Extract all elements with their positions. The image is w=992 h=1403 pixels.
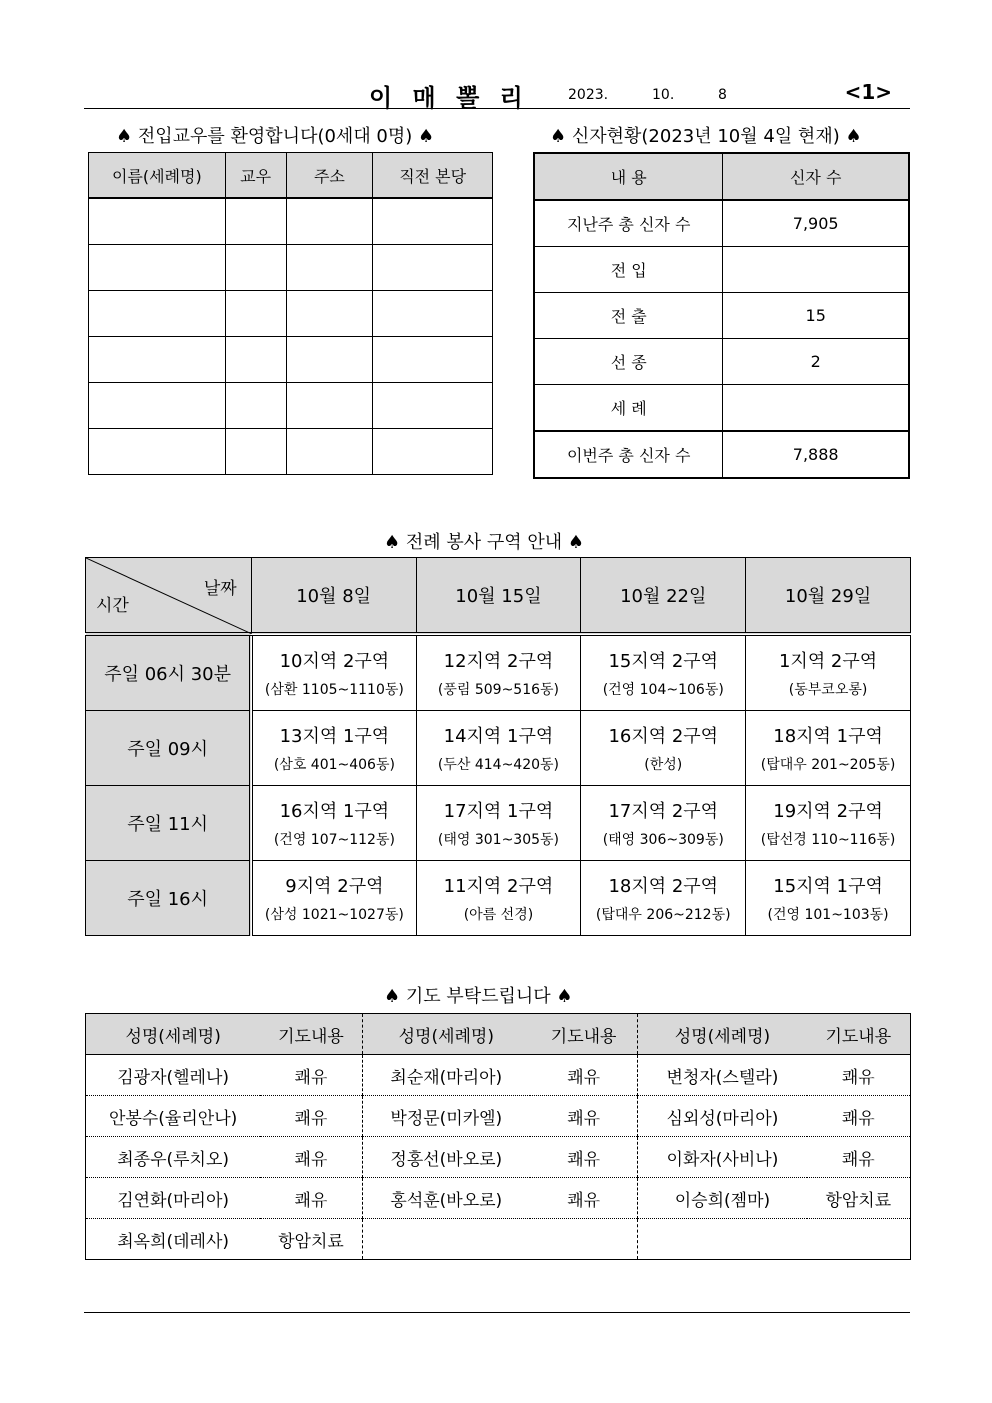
- table-cell: [89, 245, 226, 291]
- building-label: (건영 101~103동): [767, 907, 889, 923]
- transfer-table: [88, 152, 493, 475]
- table-row: [89, 245, 493, 291]
- table-cell: [89, 198, 226, 245]
- prayer-table: [85, 1013, 911, 1260]
- prayer-cell: 쾌유: [807, 1096, 911, 1137]
- assignment-cell: [416, 786, 581, 861]
- date-header: 10월 15일: [416, 558, 581, 635]
- district-label: 16지역 2구역: [608, 726, 719, 747]
- status-label: 선 종: [534, 339, 723, 385]
- corner-date-label: 날짜: [203, 579, 237, 599]
- assignment-cell: [251, 861, 416, 936]
- prayer-cell: 쾌유: [260, 1096, 362, 1137]
- prayer-title: ♠ 기도 부탁드립니다 ♠: [384, 986, 573, 1007]
- prayer-cell: [807, 1219, 911, 1260]
- district-label: 16지역 1구역: [279, 801, 390, 822]
- status-value: [723, 385, 909, 432]
- status-label: 지난주 총 신자 수: [534, 200, 723, 247]
- table-cell: [286, 291, 373, 337]
- column-header: 주소: [286, 153, 373, 199]
- table-cell: [373, 337, 493, 383]
- table-row: [86, 1137, 911, 1178]
- status-label: 세 례: [534, 385, 723, 432]
- status-value: [723, 247, 909, 293]
- column-header: 교우: [225, 153, 286, 199]
- building-label: (동부코오롱): [788, 682, 868, 698]
- prayer-cell: 쾌유: [530, 1096, 638, 1137]
- table-cell: [89, 429, 226, 475]
- table-cell: [286, 198, 373, 245]
- district-label: 14지역 1구역: [443, 726, 554, 747]
- footer-rule: [84, 1312, 910, 1313]
- name-cell: 정홍선(바오로): [362, 1137, 530, 1178]
- table-row: [86, 1096, 911, 1137]
- prayer-cell: 항암치료: [260, 1219, 362, 1260]
- time-cell: 주일 16시: [86, 861, 252, 936]
- table-cell: [286, 429, 373, 475]
- column-header: 기도내용: [260, 1014, 362, 1055]
- table-cell: [373, 429, 493, 475]
- building-label: (두산 414~420동): [437, 757, 560, 773]
- table-cell: [373, 245, 493, 291]
- building-label: (태영 301~305동): [437, 832, 560, 848]
- building-label: (삼성 1021~1027동): [264, 907, 404, 923]
- column-header: 내 용: [534, 153, 723, 200]
- table-row: [534, 339, 909, 385]
- assignment-cell: [251, 711, 416, 786]
- column-header: 성명(세례명): [362, 1014, 530, 1055]
- date-year: 2023.: [568, 87, 609, 103]
- table-cell: [89, 291, 226, 337]
- status-table: [533, 152, 910, 479]
- date-day: 8: [718, 87, 727, 103]
- assignment-cell: [581, 786, 746, 861]
- assignment-cell: [746, 634, 911, 711]
- name-cell: 홍석훈(바오로): [362, 1178, 530, 1219]
- status-value: 2: [723, 339, 909, 385]
- bulletin-title: 이 매 뽈 리: [369, 84, 529, 112]
- prayer-cell: 쾌유: [807, 1137, 911, 1178]
- name-cell: 김연화(마리아): [86, 1178, 261, 1219]
- table-cell: [89, 383, 226, 429]
- assignment-cell: [746, 786, 911, 861]
- table-cell: [373, 383, 493, 429]
- liturgy-title: ♠ 전례 봉사 구역 안내 ♠: [384, 532, 584, 553]
- name-cell: 최종우(루치오): [86, 1137, 261, 1178]
- district-label: 11지역 2구역: [443, 876, 554, 897]
- status-label: 전 입: [534, 247, 723, 293]
- name-cell: 심외성(마리아): [638, 1096, 807, 1137]
- table-cell: [225, 337, 286, 383]
- corner-diagonal: [86, 558, 251, 632]
- name-cell: 이화자(사비나): [638, 1137, 807, 1178]
- table-row: [89, 198, 493, 245]
- district-label: 18지역 2구역: [608, 876, 719, 897]
- table-row: [534, 293, 909, 339]
- status-value: 15: [723, 293, 909, 339]
- building-label: (태영 306~309동): [602, 832, 724, 848]
- name-cell: [638, 1219, 807, 1260]
- prayer-cell: 쾌유: [260, 1055, 362, 1096]
- name-cell: 박정문(미카엘): [362, 1096, 530, 1137]
- date-header: 10월 8일: [251, 558, 416, 635]
- name-cell: 안봉수(율리안나): [86, 1096, 261, 1137]
- prayer-cell: 쾌유: [260, 1178, 362, 1219]
- date-month: 10.: [652, 87, 675, 103]
- table-cell: [225, 383, 286, 429]
- table-row: [86, 861, 911, 936]
- prayer-cell: 쾌유: [807, 1055, 911, 1096]
- assignment-cell: [416, 634, 581, 711]
- district-label: 17지역 1구역: [443, 801, 554, 822]
- building-label: (탑선경 110~116동): [760, 832, 896, 848]
- table-row: [534, 385, 909, 432]
- assignment-cell: [746, 861, 911, 936]
- table-header-row: [534, 153, 909, 200]
- district-label: 13지역 1구역: [279, 726, 390, 747]
- district-label: 19지역 2구역: [773, 801, 883, 822]
- assignment-cell: [416, 861, 581, 936]
- name-cell: [362, 1219, 530, 1260]
- column-header: 직전 본당: [373, 153, 493, 199]
- status-label: 이번주 총 신자 수: [534, 431, 723, 478]
- column-header: 이름(세례명): [89, 153, 226, 199]
- district-label: 1지역 2구역: [778, 651, 878, 672]
- table-row: [86, 634, 911, 711]
- table-row: [534, 200, 909, 247]
- district-label: 15지역 2구역: [608, 651, 719, 672]
- assignment-cell: [746, 711, 911, 786]
- building-label: (아름 선경): [463, 907, 534, 923]
- district-label: 18지역 1구역: [773, 726, 883, 747]
- table-cell: [225, 429, 286, 475]
- prayer-cell: [530, 1219, 638, 1260]
- table-row: [86, 1219, 911, 1260]
- table-row: [89, 337, 493, 383]
- table-row: [86, 1178, 911, 1219]
- corner-cell: [86, 558, 252, 635]
- page-number: <1>: [844, 80, 892, 104]
- building-label: (삼호 401~406동): [273, 757, 395, 773]
- date-header: 10월 29일: [746, 558, 911, 635]
- time-cell: 주일 11시: [86, 786, 252, 861]
- table-cell: [286, 383, 373, 429]
- building-label: (건영 104~106동): [602, 682, 724, 698]
- district-label: 9지역 2구역: [285, 876, 384, 897]
- column-header: 성명(세례명): [638, 1014, 807, 1055]
- assignment-cell: [581, 711, 746, 786]
- table-cell: [286, 337, 373, 383]
- assignment-cell: [581, 861, 746, 936]
- transfer-title: ♠ 전입교우를 환영합니다(0세대 0명) ♠: [116, 126, 435, 147]
- column-header: 성명(세례명): [86, 1014, 261, 1055]
- building-label: (탑대우 206~212동): [595, 907, 731, 923]
- assignment-cell: [581, 634, 746, 711]
- table-cell: [225, 245, 286, 291]
- assignment-cell: [251, 634, 416, 711]
- status-value: 7,888: [723, 431, 909, 478]
- prayer-cell: 쾌유: [530, 1055, 638, 1096]
- name-cell: 이승희(젬마): [638, 1178, 807, 1219]
- date-header: 10월 22일: [581, 558, 746, 635]
- prayer-cell: 쾌유: [260, 1137, 362, 1178]
- table-cell: [225, 291, 286, 337]
- building-label: (삼환 1105~1110동): [264, 682, 404, 698]
- table-row: [89, 291, 493, 337]
- name-cell: 최순재(마리아): [362, 1055, 530, 1096]
- name-cell: 변청자(스텔라): [638, 1055, 807, 1096]
- building-label: (건영 107~112동): [273, 832, 395, 848]
- district-label: 15지역 1구역: [773, 876, 883, 897]
- assignment-cell: [416, 711, 581, 786]
- table-row: [86, 1055, 911, 1096]
- table-row: [86, 711, 911, 786]
- table-cell: [373, 198, 493, 245]
- table-header-row: [86, 558, 911, 635]
- status-label: 전 출: [534, 293, 723, 339]
- prayer-cell: 항암치료: [807, 1178, 911, 1219]
- building-label: (탑대우 201~205동): [760, 757, 896, 773]
- name-cell: 김광자(헬레나): [86, 1055, 261, 1096]
- prayer-cell: 쾌유: [530, 1137, 638, 1178]
- corner-time-label: 시간: [96, 596, 129, 616]
- status-value: 7,905: [723, 200, 909, 247]
- time-cell: 주일 09시: [86, 711, 252, 786]
- table-cell: [89, 337, 226, 383]
- district-label: 12지역 2구역: [443, 651, 554, 672]
- table-cell: [225, 198, 286, 245]
- table-cell: [286, 245, 373, 291]
- district-label: 10지역 2구역: [279, 651, 390, 672]
- time-cell: 주일 06시 30분: [86, 634, 252, 711]
- status-title: ♠ 신자현황(2023년 10월 4일 현재) ♠: [550, 126, 862, 147]
- column-header: 신자 수: [723, 153, 909, 200]
- column-header: 기도내용: [807, 1014, 911, 1055]
- table-row: [89, 383, 493, 429]
- building-label: (풍림 509~516동): [437, 682, 560, 698]
- table-header-row: [86, 1014, 911, 1055]
- building-label: (한성): [644, 757, 683, 773]
- table-header-row: [89, 153, 493, 199]
- table-cell: [373, 291, 493, 337]
- district-label: 17지역 2구역: [608, 801, 719, 822]
- assignment-cell: [251, 786, 416, 861]
- prayer-cell: 쾌유: [530, 1178, 638, 1219]
- column-header: 기도내용: [530, 1014, 638, 1055]
- table-row: [534, 247, 909, 293]
- name-cell: 최옥희(데레사): [86, 1219, 261, 1260]
- page-header: [84, 78, 910, 112]
- liturgy-table: [85, 557, 911, 936]
- table-row: [89, 429, 493, 475]
- table-row: [86, 786, 911, 861]
- table-row: [534, 431, 909, 478]
